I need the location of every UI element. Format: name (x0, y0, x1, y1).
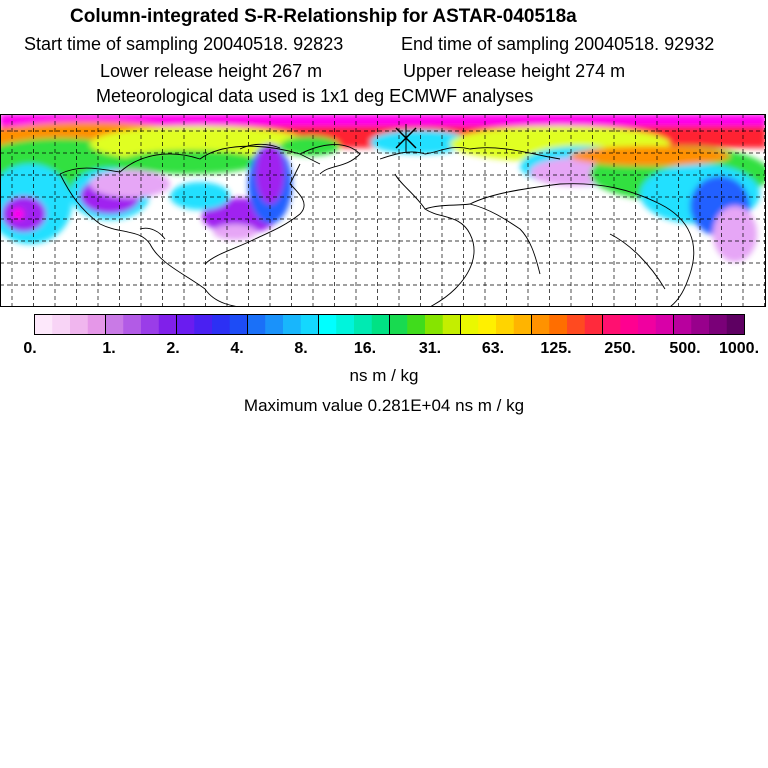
colorbar-swatch (585, 315, 603, 335)
colorbar-swatch (390, 315, 408, 335)
colorbar-swatch (407, 315, 425, 335)
colorbar-tick-label: 16. (353, 340, 377, 357)
colorbar-swatch (88, 315, 106, 335)
colorbar-swatch (674, 315, 692, 335)
colorbar-swatch (549, 315, 567, 335)
colorbar-swatch (567, 315, 585, 335)
colorbar-tick-label: 8. (294, 340, 308, 357)
sensitivity-map (0, 114, 768, 310)
sensitivity-region (90, 170, 170, 198)
colorbar-swatch (336, 315, 354, 335)
colorbar-tick-label: 250. (604, 340, 636, 357)
colorbar-swatch (603, 315, 621, 335)
colorbar-swatch (283, 315, 301, 335)
upper-release-height-label: Upper release height 274 m (403, 61, 626, 81)
colorbar-swatch (141, 315, 159, 335)
colorbar-swatch (230, 315, 248, 335)
chart-title: Column-integrated S-R-Relationship for ASTAR-040518a (70, 6, 577, 27)
colorbar-swatch (372, 315, 390, 335)
lower-release-height-label: Lower release height 267 m (100, 61, 323, 81)
start-time-label: Start time of sampling 20040518. 92823 (24, 34, 344, 54)
sensitivity-region (713, 206, 757, 262)
colorbar-tick-label: 2. (166, 340, 180, 357)
colorbar-swatch (514, 315, 532, 335)
colorbar-tick-label: 63. (481, 340, 505, 357)
colorbar-swatch (194, 315, 212, 335)
colorbar-swatch (496, 315, 514, 335)
colorbar-swatch (177, 315, 195, 335)
colorbar-swatch (212, 315, 230, 335)
colorbar-swatch (106, 315, 124, 335)
colorbar-tick-label: 1. (102, 340, 116, 357)
colorbar-swatch (461, 315, 479, 335)
sensitivity-region (213, 224, 257, 240)
colorbar-swatch (319, 315, 337, 335)
maximum-value-label: Maximum value 0.281E+04 ns m / kg (243, 396, 525, 415)
colorbar-swatch (532, 315, 550, 335)
colorbar-tick-label: 4. (230, 340, 244, 357)
colorbar-swatch (123, 315, 141, 335)
colorbar-swatch (425, 315, 443, 335)
colorbar-swatch (52, 315, 70, 335)
colorbar-swatch (70, 315, 88, 335)
colorbar-swatch (656, 315, 674, 335)
colorbar-swatch (638, 315, 656, 335)
colorbar-swatch (691, 315, 709, 335)
colorbar (34, 314, 746, 336)
end-time-label: End time of sampling 20040518. 92932 (401, 34, 715, 54)
colorbar-swatch (709, 315, 727, 335)
meteorological-data-label: Meteorological data used is 1x1 deg ECMWF analyses (96, 86, 534, 106)
colorbar-swatch (248, 315, 266, 335)
sensitivity-region (170, 182, 230, 210)
colorbar-swatch (443, 315, 461, 335)
colorbar-tick-label: 125. (540, 340, 572, 357)
colorbar-swatch (265, 315, 283, 335)
colorbar-swatch (478, 315, 496, 335)
colorbar-tick-label: 0. (23, 340, 37, 357)
colorbar-tick-label: 1000. (718, 340, 760, 357)
colorbar-swatch (159, 315, 177, 335)
colorbar-swatch (354, 315, 372, 335)
sensitivity-region (12, 208, 24, 220)
colorbar-swatch (301, 315, 319, 335)
colorbar-tick-label: 500. (669, 340, 701, 357)
colorbar-units: ns m / kg (349, 366, 419, 385)
colorbar-swatch (727, 315, 745, 335)
colorbar-swatch (620, 315, 638, 335)
sensitivity-region (570, 146, 730, 166)
colorbar-tick-label: 31. (418, 340, 442, 357)
colorbar-swatch (35, 315, 53, 335)
